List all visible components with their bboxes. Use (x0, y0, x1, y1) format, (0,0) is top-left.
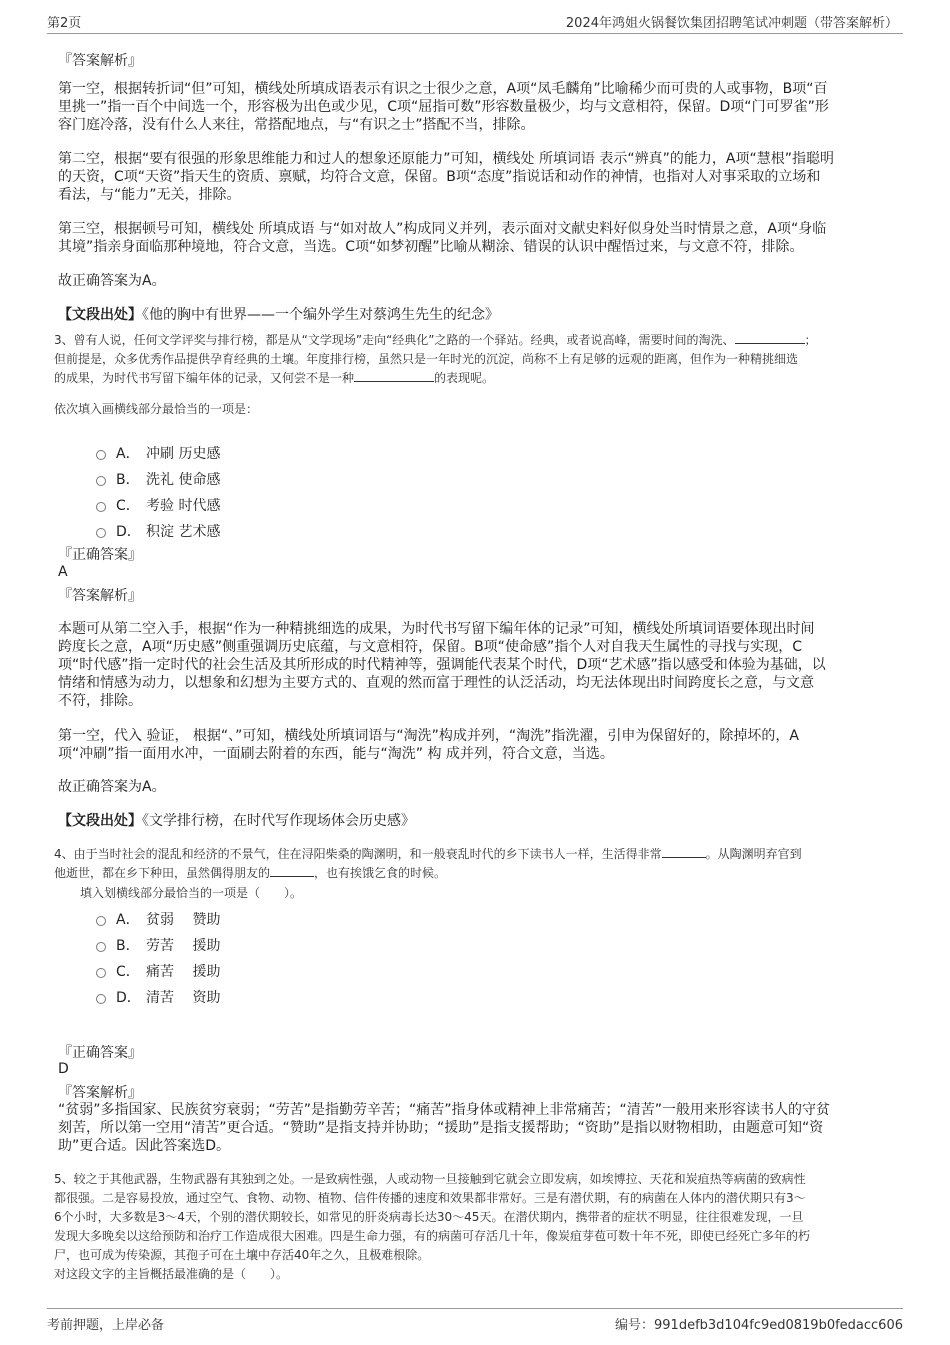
q3-answer: A (58, 564, 68, 580)
q4-option-a[interactable]: A． 贫弱 赞助 (96, 906, 220, 932)
q4-blank-1 (662, 845, 706, 858)
q4-option-c[interactable]: C． 痛苦 援助 (96, 958, 220, 984)
q5-stem: 5、较之于其他武器，生物武器有其独到之处。一是致病性强，人或动物一旦接触到它就会立即发病，如埃博拉、天花和炭疽热等病菌的致病性 都很强。二是容易投放，通过空气、食物、动物、植物、信件传播的速度和效果都非常好。三是有潜伏期，有的病菌在人体内的潜伏期只有3～ 6个小时，大多数是3～4天，个别的潜伏期较长，如常见的肝炎病毒长达30～45天。在潜伏期内，携带者的症状不明显，往往很难发现，一旦 发现大多晚矣以这给预防和治疗工作造成很大困难。四是生命力强，有的病菌可存活几十年，像炭疽芽苞可数十年不死，即使已经死亡多年的朽 尸，也可成为传染源，其孢子可在土壤中存活40年之久，且极难根除。 对这段文字的主旨概括最准确的是（ ）。 (54, 1170, 810, 1284)
header-divider (47, 33, 903, 34)
q3-option-d[interactable]: D． 积淀 艺术感 (96, 518, 220, 544)
q4-option-d[interactable]: D． 清苦 资助 (96, 984, 220, 1010)
q3-prompt: 依次填入画横线部分最恰当的一项是： (54, 402, 259, 416)
q3-blank-2 (354, 369, 434, 382)
q4-answer: D (58, 1061, 69, 1077)
q4-prompt: 填入划横线部分最恰当的一项是（ ）。 (80, 886, 303, 900)
document-title: 2024年鸿姐火锅餐饮集团招聘笔试冲刺题（带答案解析） (565, 16, 898, 31)
q2-analysis-para1: 第一空，根据转折词“但”可知，横线处所填成语表示有识之士很少之意，A项“凤毛麟角”比喻稀少而可贵的人或事物，B项“百 里挑一”指一百个中间选一个，形容极为出色或少见，C项“屈指可数”形容数量极少，均与文意相符，保留。D项“门可罗雀”形 容门庭冷落，没有什么人来往，常搭配地点，与“有识之士”搭配不当，排除。 (58, 81, 829, 133)
q4-stem: 4、由于当时社会的混乱和经济的不景气，住在浔阳柴桑的陶渊明，和一般衰乱时代的乡下读书人一样，生活得非常 。从陶渊明弃官到 他逝世，都在乡下种田，虽然偶得朋友的 ，也有挨饿乞食的时候。 (54, 847, 802, 880)
q4-analysis-label: 『答案解析』 (58, 1085, 142, 1101)
radio-icon[interactable] (96, 476, 106, 486)
q3-stem: 3、曾有人说，任何文学评奖与排行榜，都是从“文学现场”走向“经典化”之路的一个驿站。经典，或者说高峰，需要时间的淘洗、 ； 但前提是，众多优秀作品提供孕育经典的土壤。年度排行榜，虽然只是一年时光的沉淀，尚称不上有足够的远观的距离，但作为一种精挑细选 的成果，为时代书写留下编年体的记录，又何尝不是一种 的表现呢。 (54, 333, 817, 385)
q3-conclusion: 故正确答案为A。 (58, 779, 166, 795)
q4-blank-2 (270, 864, 314, 877)
q4-answer-label: 『正确答案』 (58, 1045, 142, 1061)
document-id: 编号：991defb3d104fc9ed0819b0fedacc606 (615, 1318, 903, 1333)
q3-analysis-para1: 本题可从第二空入手，根据“作为一种精挑细选的成果，为时代书写留下编年体的记录”可知，横线处所填词语要体现出时间 跨度长之意，A项“历史感”侧重强调历史底蕴，与文意相符，保留。B项“使命感”指个人对自我天生属性的寻找与实现，C 项“时代感”指一定时代的社会生活及其所形成的时代精神等，强调能代表某个时代，D项“艺术感”指以感受和体验为基础，以 情绪和情感为动力，以想象和幻想为主要方式的、直观的然而富于理性的认泛活动，均无法体现出时间跨度长之意，与文意 不符，排除。 (58, 621, 826, 709)
q3-option-b[interactable]: B． 洗礼 使命感 (96, 466, 220, 492)
q3-analysis-para2: 第一空，代入 验证， 根据“、”可知，横线处所填词语与“淘洗”构成并列，“淘洗”指洗濯，引申为保留好的，除掉坏的，A 项“冲刷”指一面用水冲，一面刷去附着的东西，能与“淘洗” 构 成并列，符合文意，当选。 (58, 728, 799, 762)
q3-analysis-label: 『答案解析』 (58, 588, 142, 604)
q3-option-c[interactable]: C． 考验 时代感 (96, 492, 220, 518)
radio-icon[interactable] (96, 450, 106, 460)
q3-source: 【文段出处】《文学排行榜，在时代写作现场体会历史感》 (58, 813, 415, 829)
q3-options (96, 440, 220, 544)
radio-icon[interactable] (96, 942, 106, 952)
radio-icon[interactable] (96, 994, 106, 1004)
radio-icon[interactable] (96, 916, 106, 926)
radio-icon[interactable] (96, 528, 106, 538)
q2-analysis-label: 『答案解析』 (58, 53, 142, 69)
q2-analysis-para2: 第二空，根据“要有很强的形象思维能力和过人的想象还原能力”可知，横线处 所填词语 表示“辨真”的能力，A项“慧根”指聪明 的天资，C项“天资”指天生的资质、禀赋，均符合文意，保留。B项“态度”指说话和动作的神情，也指对人对事采取的立场和 看法，与“能力”无关，排除。 (58, 151, 834, 203)
q3-blank-1 (735, 331, 805, 344)
q4-option-b[interactable]: B． 劳苦 援助 (96, 932, 220, 958)
q3-option-a[interactable]: A． 冲刷 历史感 (96, 440, 220, 466)
q3-answer-label: 『正确答案』 (58, 547, 142, 563)
radio-icon[interactable] (96, 968, 106, 978)
q2-conclusion: 故正确答案为A。 (58, 273, 166, 289)
page-number: 第2页 (47, 16, 82, 31)
q2-source: 【文段出处】《他的胸中有世界——一个编外学生对蔡鸿生先生的纪念》 (58, 307, 499, 323)
q4-options (96, 906, 220, 1010)
footer-divider (47, 1308, 903, 1309)
footer-slogan: 考前押题，上岸必备 (47, 1318, 165, 1333)
radio-icon[interactable] (96, 502, 106, 512)
q4-analysis: “贫弱”多指国家、民族贫穷衰弱；“劳苦”是指勤劳辛苦；“痛苦”指身体或精神上非常痛苦；“清苦”一般用来形容读书人的守贫 刻苦，所以第一空用“清苦”更合适。“赞助”是指支持并协助；“援助”是指支援帮助；“资助”是指以财物相助，由题意可知“资 助”更合适。因此答案选D。 (58, 1102, 831, 1154)
q2-analysis-para3: 第三空，根据顿号可知，横线处 所填成语 与“如对故人”构成同义并列，表示面对文献史料好似身处当时情景之意，A项“身临 其境”指亲身面临那种境地，符合文意，当选。C项“如梦初醒”比喻从糊涂、错误的认识中醒悟过来，与文意不符，排除。 (58, 221, 827, 255)
q5-prompt: 对这段文字的主旨概括最准确的是（ ）。 (54, 1267, 289, 1281)
